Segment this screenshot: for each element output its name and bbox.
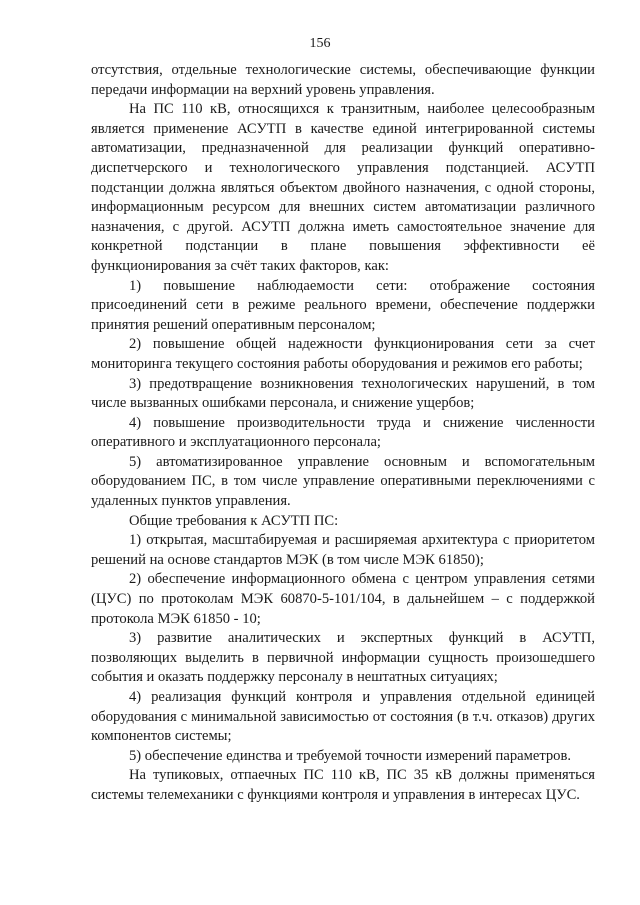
list-item-factor-1: 1) повышение наблюдаемости сети: отображение состояния присоединений сети в режиме реального времени, обеспечение поддержки принятия решений оперативным персоналом; <box>91 277 595 333</box>
list-item-requirement-4: 4) реализация функций контроля и управления отдельной единицей оборудования с минимальной зависимостью от состояния (в т.ч. отказов) других компонентов системы; <box>91 689 595 745</box>
requirements-heading: Общие требования к АСУТП ПС: <box>129 512 339 529</box>
list-item-requirement-3: 3) развитие аналитических и экспертных функций в АСУТП, позволяющих выделить в первичной информации сущность произошедшего события и оказать поддержку персоналу в нештатных ситуациях; <box>91 630 595 686</box>
paragraph-dead-end-substations: На тупиковых, отпаечных ПС 110 кВ, ПС 35 кВ должны применяться системы телемеханики с функциями контроля и управления в интересах ЦУС. <box>91 767 595 803</box>
paragraph-continuation: отсутствия, отдельные технологические системы, обеспечивающие функции передачи информации на верхний уровень управления. <box>91 62 595 98</box>
list-item-requirement-1: 1) открытая, масштабируемая и расширяемая архитектура с приоритетом решений на основе стандартов МЭК (в том числе МЭК 61850); <box>91 532 595 568</box>
list-item-requirement-2: 2) обеспечение информационного обмена с центром управления сетями (ЦУС) по протоколам МЭК 60870-5-101/104, в дальнейшем – с поддержкой протокола МЭК 61850 - 10; <box>91 571 595 627</box>
paragraph-asutp-transit: На ПС 110 кВ, относящихся к транзитным, наиболее целесообразным является применение АСУТП в качестве единой интегрированной системы автоматизации, предназначенной для реализации функций оперативно-диспетчерского и технологического управления подстанцией. АСУТП подстанции должна являться объектом двойного назначения, с одной стороны, информационным ресурсом для внешних систем автоматизации различного назначения, с другой. АСУТП должна иметь самостоятельное значение для конкретной подстанции в плане повышения эффективности её функционирования за счёт таких факторов, как: <box>91 101 595 274</box>
page-number: 156 <box>309 36 331 51</box>
list-item-factor-2: 2) повышение общей надежности функционирования сети за счет мониторинга текущего состояния работы оборудования и режимов его работы; <box>91 336 595 372</box>
list-item-factor-3: 3) предотвращение возникновения технологических нарушений, в том числе вызванных ошибками персонала, и снижение ущербов; <box>91 375 595 412</box>
list-item-requirement-5: 5) обеспечение единства и требуемой точности измерений параметров. <box>129 747 572 764</box>
list-item-factor-5: 5) автоматизированное управление основным и вспомогательным оборудованием ПС, в том числе управление оперативными переключениями с удаленных пунктов управления. <box>91 453 595 510</box>
list-item-factor-4: 4) повышение производительности труда и снижение численности оперативного и эксплуатационного персонала; <box>91 414 595 451</box>
document-body <box>91 61 595 806</box>
